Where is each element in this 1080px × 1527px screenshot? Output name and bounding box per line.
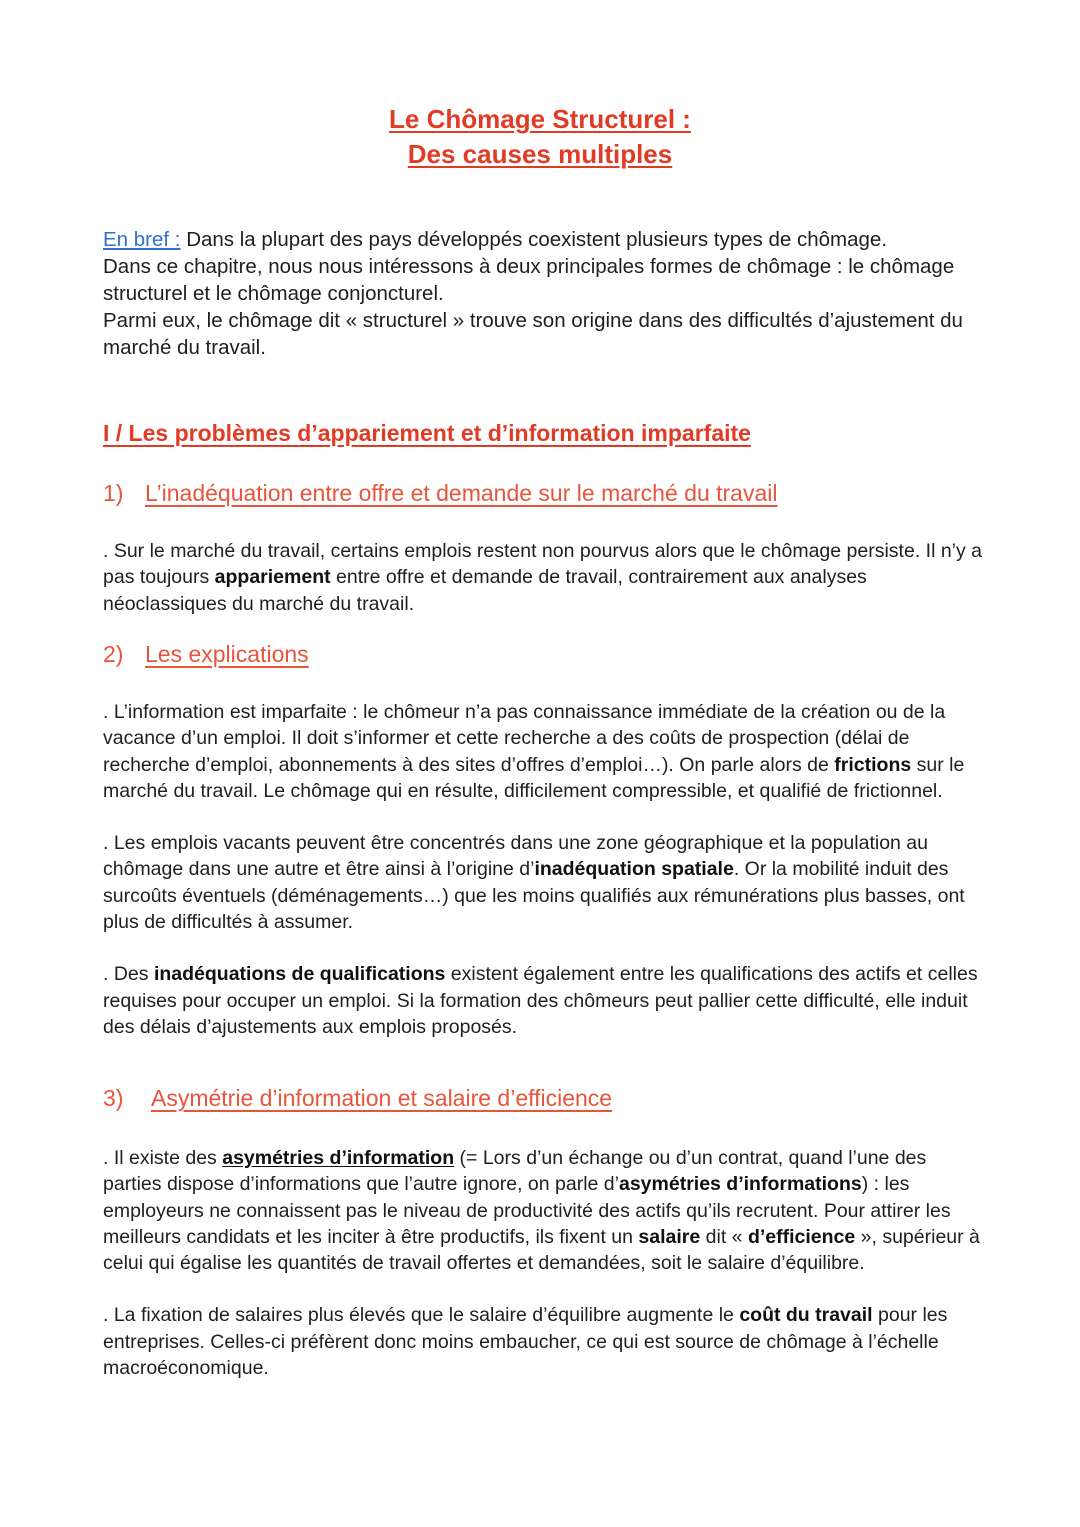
intro-paragraph-3: Parmi eux, le chômage dit « structurel » trouve son origine dans des difficultés d’ajustement du marché du travail. xyxy=(103,309,963,359)
intro-paragraph-1: En bref : Dans la plupart des pays développés coexistent plusieurs types de chômage. xyxy=(103,228,888,251)
subsection-3-number: 3) xyxy=(103,1085,124,1111)
title-line-1: Le Chômage Structurel : xyxy=(389,104,691,134)
paragraph-inadequation-spatiale: . Les emplois vacants peuvent être concentrés dans une zone géographique et la population au chômage dans une autre et être ainsi à l’origine d’inadéquation spatiale. Or la mobilité induit des surcoûts éventuels (déménagements…) que les moins qualifiés aux rémunérations plus basses, ont plus de difficultés à assumer. xyxy=(103,832,965,934)
subsection-3-body xyxy=(103,1145,990,1381)
page-title xyxy=(0,102,1080,172)
subsection-3-title: Asymétrie d’information et salaire d’efficience xyxy=(151,1085,613,1111)
subsection-2-title: Les explications xyxy=(145,641,309,667)
subsection-1-heading xyxy=(103,480,777,507)
intro-block xyxy=(103,226,990,361)
paragraph-qualifications: . Des inadéquations de qualifications existent également entre les qualifications des actifs et celles requises pour occuper un emploi. Si la formation des chômeurs peut pallier cette difficulté, elle induit des délais d’ajustements aux emplois proposés. xyxy=(103,963,978,1038)
subsection-2-body xyxy=(103,699,990,1040)
intro-paragraph-2: Dans ce chapitre, nous nous intéressons à deux principales formes de chômage : le chômage structurel et le chômage conjoncturel. xyxy=(103,255,955,305)
subsection-2-heading xyxy=(103,641,309,668)
title-line-2: Des causes multiples xyxy=(407,139,673,169)
paragraph-frictions: . L’information est imparfaite : le chômeur n’a pas connaissance immédiate de la création ou de la vacance d’un emploi. Il doit s’informer et cette recherche a des coûts de prospection (délai de recherche d’emploi, abonnements à des sites d’offres d’emploi…). On parle alors de frictions sur le marché du travail. Le chômage qui en résulte, difficilement compressible, et qualifié de frictionnel. xyxy=(103,701,965,802)
paragraph-cout-travail: . La fixation de salaires plus élevés que le salaire d’équilibre augmente le coût du travail pour les entreprises. Celles-ci préfèrent donc moins embaucher, ce qui est source de chômage à l’échelle macroéconomique. xyxy=(103,1304,948,1380)
intro-label: En bref : xyxy=(103,228,181,251)
subsection-1-title: L’inadéquation entre offre et demande sur le marché du travail xyxy=(145,480,778,506)
paragraph-appariement: . Sur le marché du travail, certains emplois restent non pourvus alors que le chômage persiste. Il n’y a pas toujours appariement entre offre et demande de travail, contrairement aux analyses néoclassiques du marché du travail. xyxy=(103,540,983,615)
paragraph-asymetries: . Il existe des asymétries d’information (= Lors d’un échange ou d’un contrat, quand l’une des parties dispose d’informations que l’autre ignore, on parle d’asymétries d’informations) : les employeurs ne connaissent pas le niveau de productivité des actifs qu’ils recrutent. Pour attirer les meilleurs candidats et les inciter à être productifs, ils fixent un salaire dit « d’efficience », supérieur à celui qui égalise les quantités de travail offertes et demandées, soit le salaire d’équilibre. xyxy=(103,1147,980,1275)
subsection-1-body xyxy=(103,538,990,617)
subsection-3-heading xyxy=(103,1085,612,1112)
subsection-1-number: 1) xyxy=(103,480,124,506)
subsection-2-number: 2) xyxy=(103,641,124,667)
section-1-heading: I / Les problèmes d’appariement et d’information imparfaite xyxy=(103,420,751,446)
